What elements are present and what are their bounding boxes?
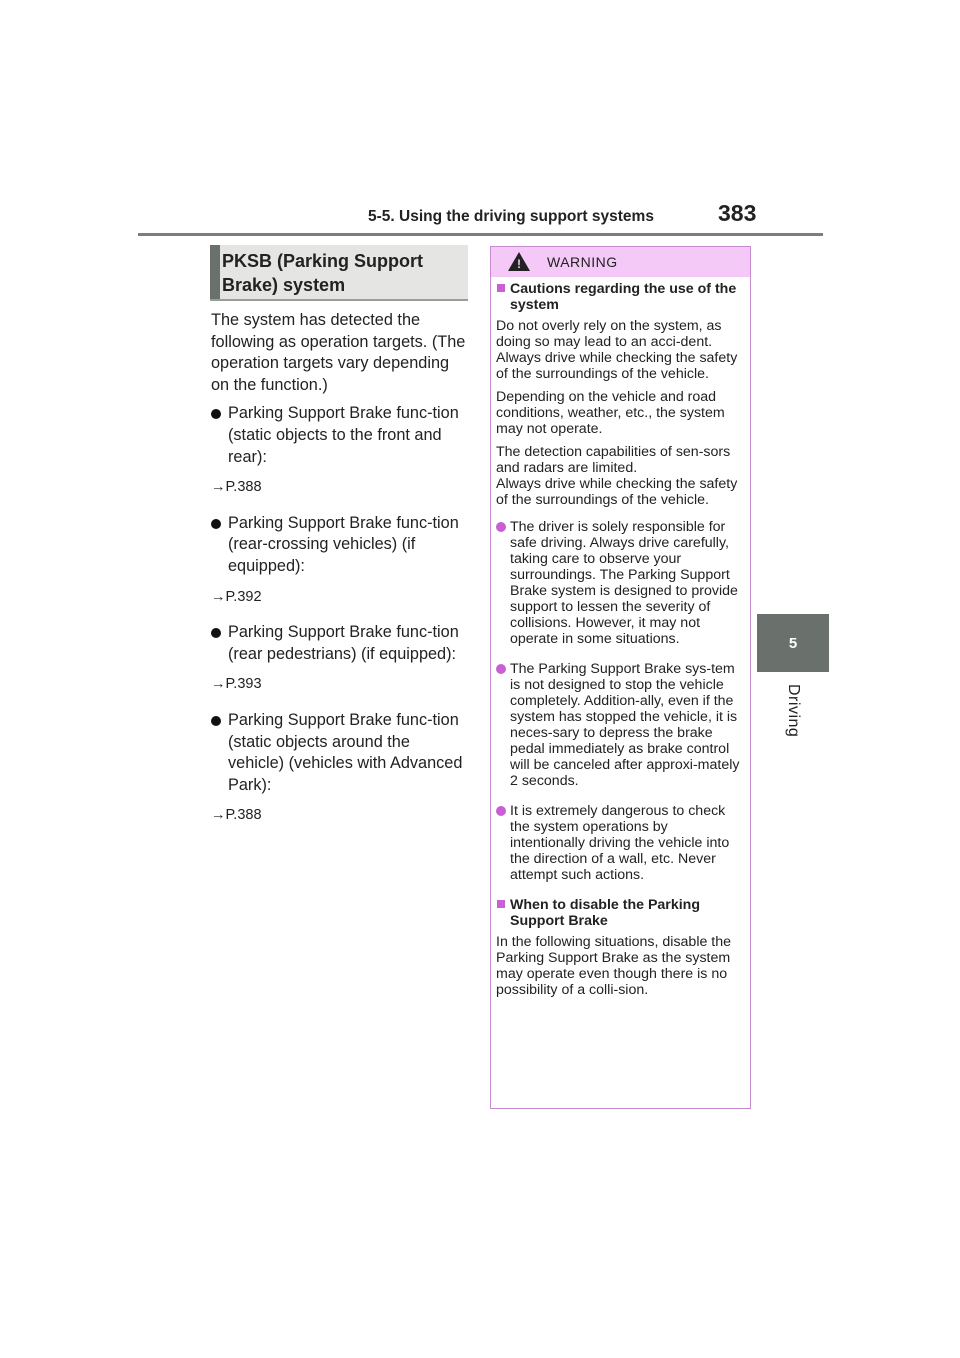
warning-subheading-text: Cautions regarding the use of the system (510, 281, 737, 313)
intro-paragraph: The system has detected the following as operation targets. (The operation targets vary depending on the function.) (211, 311, 466, 394)
list-item-text: Parking Support Brake func-tion (rear-crossing vehicles) (if equipped): (228, 513, 459, 575)
chapter-label: Driving (785, 684, 802, 738)
warning-text: The detection capabilities of sen-sors and radars are limited. (496, 444, 731, 476)
section-heading-text (222, 249, 464, 297)
warning-bullet-text: The driver is solely responsible for safe driving. Always drive carefully, taking care to observe your surroundings. The Parking Support Brake system is designed to provide support to lessen the severity of collisions. However, it may not operate in some situations. (510, 519, 738, 647)
warning-subheading (496, 897, 741, 929)
page-reference-link[interactable]: →P.392 (211, 588, 262, 605)
list-item (211, 622, 469, 665)
warning-subheading (496, 281, 741, 313)
chapter-tab (757, 614, 829, 672)
list-item (211, 513, 469, 578)
warning-paragraph (496, 318, 741, 382)
warning-bullet (496, 661, 741, 789)
list-item (211, 710, 469, 796)
circle-bullet-icon (496, 806, 506, 816)
page-reference-link[interactable]: →P.388 (211, 807, 262, 824)
warning-paragraph: In the following situations, disable the Parking Support Brake as the system may operate even though there is no possibility of a colli-sion. (496, 934, 732, 998)
list-item-text: Parking Support Brake func-tion (rear pedestrians) (if equipped): (228, 623, 459, 663)
bullet-dot-icon (211, 519, 221, 529)
warning-box (490, 246, 751, 1109)
warning-subheading-text: When to disable the Parking Support Brake (510, 897, 700, 929)
header-divider (138, 233, 823, 236)
bullet-dot-icon (211, 716, 221, 726)
section-heading (210, 245, 468, 301)
heading-line-1: PKSB (Parking Support (222, 251, 424, 271)
main-column (211, 310, 469, 841)
page-reference-link[interactable]: →P.388 (211, 479, 262, 496)
square-bullet-icon (497, 900, 505, 908)
bullet-dot-icon (211, 628, 221, 638)
list-item (211, 403, 469, 468)
list-item-text: Parking Support Brake func-tion (static objects to the front and rear): (228, 404, 459, 466)
warning-bullet-text: The Parking Support Brake sys-tem is not designed to stop the vehicle completely. Addition-ally, even if the system has stopped the vehicle, it is neces-sary to depress the brake pedal immediately as brake control will be canceled after approxi-mately 2 seconds. (510, 661, 740, 789)
circle-bullet-icon (496, 664, 506, 674)
page-reference-link[interactable]: →P.393 (211, 676, 262, 693)
warning-paragraph: Depending on the vehicle and road conditions, weather, etc., the system may not operate. (496, 389, 725, 437)
warning-title: WARNING (547, 254, 618, 270)
warning-header (491, 247, 750, 277)
warning-bullet (496, 803, 741, 883)
warning-text: Always drive while checking the safety of the surroundings of the vehicle. (496, 350, 738, 382)
heading-accent-bar (210, 245, 220, 299)
warning-bullet-text: It is extremely dangerous to check the system operations by intentionally driving the vehicle into the direction of a wall, etc. Never attempt such actions. (510, 803, 730, 883)
warning-text: Always drive while checking the safety of the surroundings of the vehicle. (496, 476, 738, 508)
warning-paragraph (496, 444, 741, 508)
warning-bullet (496, 519, 741, 647)
bullet-dot-icon (211, 409, 221, 419)
list-item-text: Parking Support Brake func-tion (static objects around the vehicle) (vehicles with Advanced Park): (228, 710, 463, 794)
exclamation-icon: ! (517, 257, 521, 271)
heading-line-2: Brake) system (222, 275, 346, 295)
page-number: 383 (718, 200, 757, 226)
warning-body (491, 277, 750, 998)
square-bullet-icon (497, 284, 505, 292)
circle-bullet-icon (496, 522, 506, 532)
chapter-number: 5 (788, 634, 798, 652)
section-header-title: 5-5. Using the driving support systems (368, 208, 654, 225)
warning-text: Do not overly rely on the system, as doing so may lead to an acci-dent. (496, 318, 722, 350)
